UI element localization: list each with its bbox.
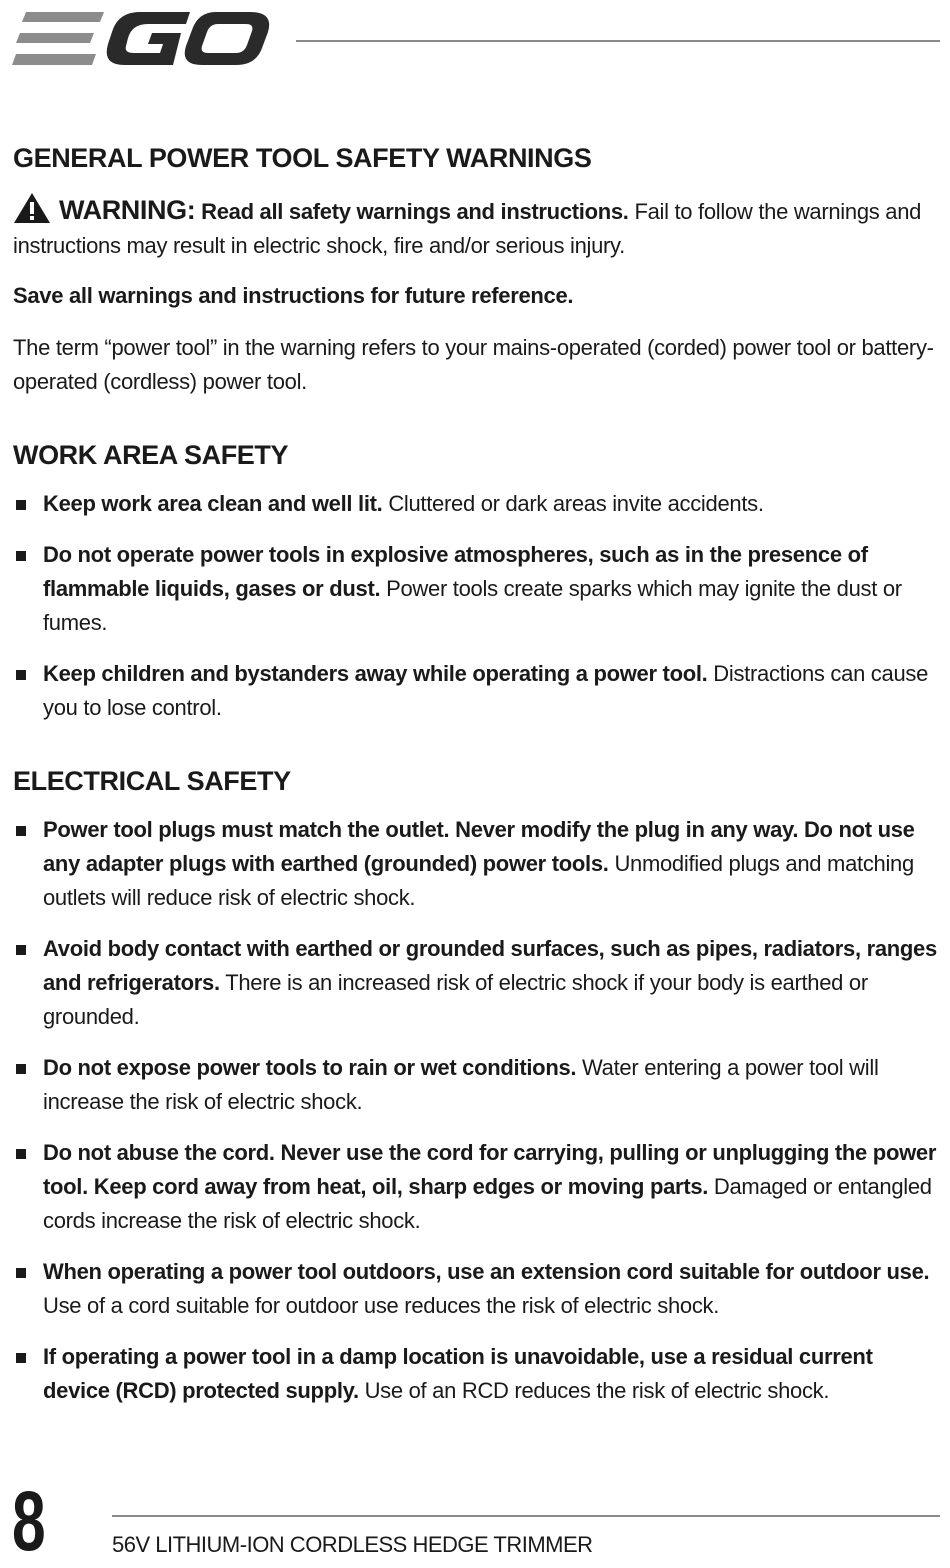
item-bold-text: Do not expose power tools to rain or wet conditions.	[43, 1055, 577, 1080]
list-item	[13, 487, 939, 521]
bullet-square-icon	[16, 945, 26, 955]
list-item	[13, 657, 939, 725]
term-note: The term “power tool” in the warning refers to your mains-operated (corded) power tool or battery-operated (cordless) power tool.	[13, 335, 934, 394]
product-title: 56V LITHIUM-ION CORDLESS HEDGE TRIMMER	[112, 1532, 593, 1557]
item-text: Cluttered or dark areas invite accidents.	[388, 491, 764, 516]
item-bold-text: Avoid body contact with earthed or grounded surfaces, such as pipes, radiators, ranges and refrigerators.	[43, 936, 937, 995]
item-text: Use of an RCD reduces the risk of electric shock.	[364, 1378, 830, 1403]
bullet-square-icon	[16, 1353, 26, 1363]
item-text: Damaged or entangled cords increase the risk of electric shock.	[43, 1174, 932, 1233]
list-item	[13, 932, 939, 1034]
list-item	[13, 1136, 939, 1238]
item-bold-text: Do not operate power tools in explosive atmospheres, such as in the presence of flammable liquids, gases or dust.	[43, 542, 868, 601]
page-footer	[0, 1470, 950, 1568]
general-safety-heading: GENERAL POWER TOOL SAFETY WARNINGS	[13, 143, 592, 173]
bullet-square-icon	[16, 551, 26, 561]
page-number: 8	[12, 1474, 45, 1568]
bullet-square-icon	[16, 826, 26, 836]
bullet-square-icon	[16, 670, 26, 680]
bullet-square-icon	[16, 1064, 26, 1074]
electrical-safety-heading: ELECTRICAL SAFETY	[13, 766, 291, 796]
item-bold-text: Power tool plugs must match the outlet. Never modify the plug in any way. Do not use any adapter plugs with earthed (grounded) power tools.	[43, 817, 915, 876]
ego-logo	[12, 10, 270, 68]
list-item	[13, 538, 939, 640]
item-text: There is an increased risk of electric shock if your body is earthed or grounded.	[43, 970, 868, 1029]
item-text: Distractions can cause you to lose control.	[43, 661, 929, 720]
page-content	[13, 140, 939, 1408]
item-text: Power tools create sparks which may ignite the dust or fumes.	[43, 576, 902, 635]
item-bold-text: Keep children and bystanders away while operating a power tool.	[43, 661, 708, 686]
warning-text: Fail to follow the warnings and instructions may result in electric shock, fire and/or serious injury.	[13, 199, 922, 258]
item-text: Use of a cord suitable for outdoor use reduces the risk of electric shock.	[43, 1293, 720, 1318]
item-text: Water entering a power tool will increase the risk of electric shock.	[43, 1055, 879, 1114]
list-item	[13, 1051, 939, 1119]
item-bold-text: When operating a power tool outdoors, use an extension cord suitable for outdoor use.	[43, 1259, 930, 1284]
page-header	[0, 0, 950, 90]
item-bold-text: Do not abuse the cord. Never use the cord for carrying, pulling or unplugging the power tool. Keep cord away from heat, oil, sharp edges or moving parts.	[43, 1140, 937, 1199]
list-item	[13, 1255, 939, 1323]
work-area-heading: WORK AREA SAFETY	[13, 440, 289, 470]
list-item	[13, 813, 939, 915]
item-bold-text: Keep work area clean and well lit.	[43, 491, 383, 516]
work-area-list	[13, 487, 939, 725]
footer-rule	[112, 1515, 940, 1517]
bullet-square-icon	[16, 1149, 26, 1159]
header-rule	[296, 40, 940, 42]
warning-bold-text: Read all safety warnings and instructions.	[201, 199, 629, 224]
warning-triangle-icon	[13, 192, 51, 224]
electrical-list	[13, 813, 939, 1408]
bullet-square-icon	[16, 500, 26, 510]
item-bold-text: If operating a power tool in a damp location is unavoidable, use a residual current device (RCD) protected supply.	[43, 1344, 873, 1403]
warning-label: WARNING:	[59, 195, 196, 225]
save-note: Save all warnings and instructions for future reference.	[13, 283, 574, 308]
list-item	[13, 1340, 939, 1408]
bullet-square-icon	[16, 1268, 26, 1278]
warning-paragraph	[13, 192, 939, 263]
item-text: Unmodified plugs and matching outlets will reduce risk of electric shock.	[43, 851, 914, 910]
